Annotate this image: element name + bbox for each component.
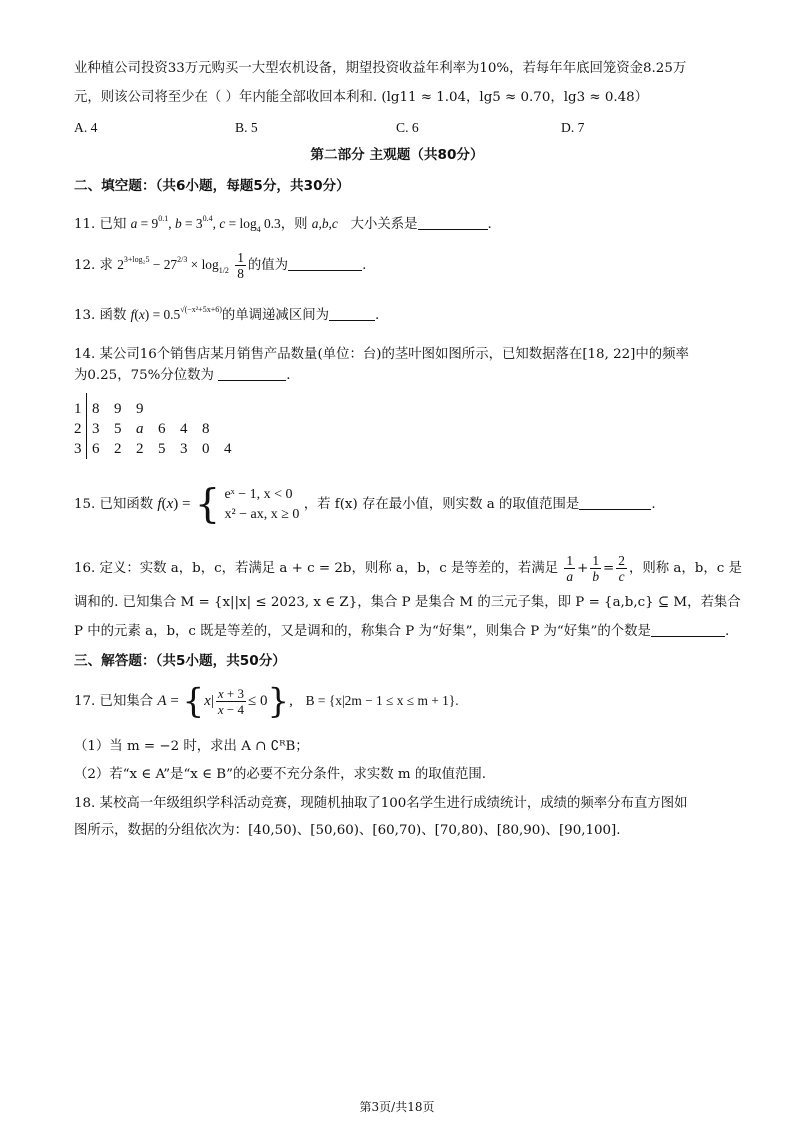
answer-blank-14[interactable]: [218, 366, 286, 381]
part2-title: 第二部分 主观题（共80分）: [310, 147, 484, 163]
leaf-value: 4: [180, 421, 188, 437]
option-d: D. 7: [561, 120, 585, 135]
q16-line-1-text: 16. 定义：实数 a，b，c，若满足 a + c = 2b，则称 a，b，c 是等差的，若满足: [74, 561, 559, 576]
question-11: [74, 210, 492, 239]
leaf-value: 5: [114, 421, 122, 437]
q11-number: 11. 已知: [74, 217, 127, 232]
q16-frac-2c: $\frac{2}{c}$: [618, 553, 625, 584]
question-15: [74, 481, 656, 528]
q15-number: 15. 已知函数: [74, 497, 154, 512]
q16-line-3-text: P 中的元素 a，b，c 既是等差的，又是调和的，称集合 P 为“好集”，则集合 P 为“好集”的个数是: [74, 624, 651, 639]
stem-leaf-plot: [74, 397, 274, 465]
stem-leaf-divider: [86, 393, 87, 459]
question-13: [74, 301, 379, 325]
q18-line-1: 18. 某校高一年级组织学科活动竞赛，现随机抽取了100名学生进行成绩统计，成绩的频率分布直方图如: [74, 796, 688, 811]
q15-case-1: eˣ − 1, x < 0: [224, 486, 293, 502]
option-a: A. 4: [74, 120, 98, 135]
answer-blank-16[interactable]: [651, 622, 725, 637]
q13-number: 13. 函数: [74, 308, 127, 323]
leaf-value: 4: [224, 441, 232, 457]
q16-end: .: [724, 624, 730, 639]
q11-text: ，则: [280, 217, 308, 232]
q14-line-1: 14. 某公司16个销售店某月销售产品数量(单位：台)的茎叶图如图所示，已知数据落在[18, 22]中的频率: [74, 347, 689, 362]
leaf-value: 6: [158, 421, 166, 437]
q13-end: .: [375, 308, 380, 323]
q17-part-2: （2）若“x ∈ A”是“x ∈ B”的必要不充分条件，求实数 m 的取值范围.: [74, 767, 487, 782]
leaf-value: 3: [180, 441, 188, 457]
stem-value: 2: [74, 421, 82, 437]
q12-end: .: [362, 258, 367, 273]
leaf-value: 8: [92, 401, 100, 417]
q16-frac-1a: $\frac{1}{a}$: [566, 553, 574, 584]
q15-case-2: x² − ax, x ≥ 0: [224, 506, 300, 522]
intro-line-1: 业种植公司投资33万元购买一大型农机设备，期望投资收益年利率为10%，若每年年底回笼资金8.25万: [74, 61, 687, 76]
q18-line-2: 图所示，数据的分组依次为：[40,50)、[50,60)、[60,70)、[70,80)、[80,90)、[90,100].: [74, 823, 621, 838]
option-c: C. 6: [396, 120, 419, 135]
leaf-value: 2: [114, 441, 122, 457]
leaf-value: 9: [136, 401, 144, 417]
q14-line-2: [74, 366, 290, 385]
answer-blank-13[interactable]: [329, 306, 375, 321]
q12-formula: $2^{3+log_25} - 27^{2/3} \times \log_{1/2}$: [117, 255, 229, 275]
q11-formula: $a = 9^{0.1}$, $b = 3^{0.4}$, $c = \log_4 0.3$: [130, 214, 281, 234]
q15-fx: f(x) =: [157, 496, 191, 512]
q12-number: 12. 求: [74, 258, 113, 273]
q13-formula: $f(x) = 0.5^{√(-x^2+5x+6)}$: [130, 305, 222, 322]
q12-fraction: $\frac{1}{8}$: [237, 250, 244, 281]
q17-set-b: B = {x|2m − 1 ≤ x ≤ m + 1}.: [305, 693, 459, 708]
leaf-value: 6: [92, 441, 100, 457]
q15-cases: [224, 485, 299, 525]
q14-end: .: [286, 368, 291, 383]
intro-line-2: 元，则该公司将至少在（ ）年内能全部收回本利和. (lg11 ≈ 1.04，lg5 ≈ 0.70，lg3 ≈ 0.48）: [74, 90, 649, 105]
q11-tail: 大小关系是: [350, 217, 418, 232]
q16-frac-1b: $\frac{1}{b}$: [592, 553, 600, 584]
leaf-value: 2: [136, 441, 144, 457]
q17-part-1: （1）当 m = −2 时，求出 A ∩ ∁ᴿB；: [74, 739, 309, 754]
q15-brace: {: [194, 481, 221, 528]
q14-line-2-text: 为0.25，75%分位数为: [74, 368, 214, 383]
section2-title: 二、填空题：（共6小题，每题5分，共30分）: [74, 178, 350, 194]
q15-end: .: [651, 497, 656, 512]
answer-blank-12[interactable]: [288, 256, 362, 271]
option-b: B. 5: [235, 120, 258, 135]
q11-vars: a,b,c: [311, 216, 338, 231]
leaf-value: 3: [92, 421, 100, 437]
answer-blank-11[interactable]: [418, 215, 488, 230]
q11-end: .: [487, 217, 492, 232]
q16-line-3: [74, 622, 729, 641]
answer-blank-15[interactable]: [579, 495, 651, 510]
leaf-value: 0: [202, 441, 210, 457]
leaf-value: 9: [114, 401, 122, 417]
q17-set-a: A = {x| $\frac{x + 3}{x - 4}$ ≤ 0},: [157, 681, 293, 722]
q16-line-2: 调和的. 已知集合 M = {x||x| ≤ 2023, x ∈ Z}，集合 P 是集合 M 的三元子集，即 P = {a,b,c} ⊆ M，若集合: [74, 595, 741, 610]
q17-number: 17. 已知集合: [74, 694, 154, 709]
q15-tail: ，若 f(x) 存在最小值，则实数 a 的取值范围是: [303, 497, 580, 512]
q12-tail: 的值为: [247, 258, 289, 273]
stem-value: 1: [74, 401, 82, 417]
section3-title: 三、解答题：（共5小题，共50分）: [74, 653, 286, 669]
q16-line-1-tail: ，则称 a，b，c 是: [628, 561, 742, 576]
leaf-value: 5: [158, 441, 166, 457]
stem-value: 3: [74, 441, 82, 457]
question-12: [74, 250, 366, 281]
question-17: [74, 680, 459, 722]
leaf-value: a: [136, 421, 144, 437]
page-footer: 第3页/共18页: [359, 1100, 435, 1114]
leaf-value: 8: [202, 421, 210, 437]
q13-tail: 的单调递减区间为: [221, 308, 329, 323]
q16-line-1: 16. 定义：实数 a，b，c，若满足 a + c = 2b，则称 a，b，c 是等差的，若满足 $\frac{1}{a}$ + $\frac{1}{b}$ = $\frac{2}{c}$ ，则称 a，b，c 是: [74, 553, 742, 584]
